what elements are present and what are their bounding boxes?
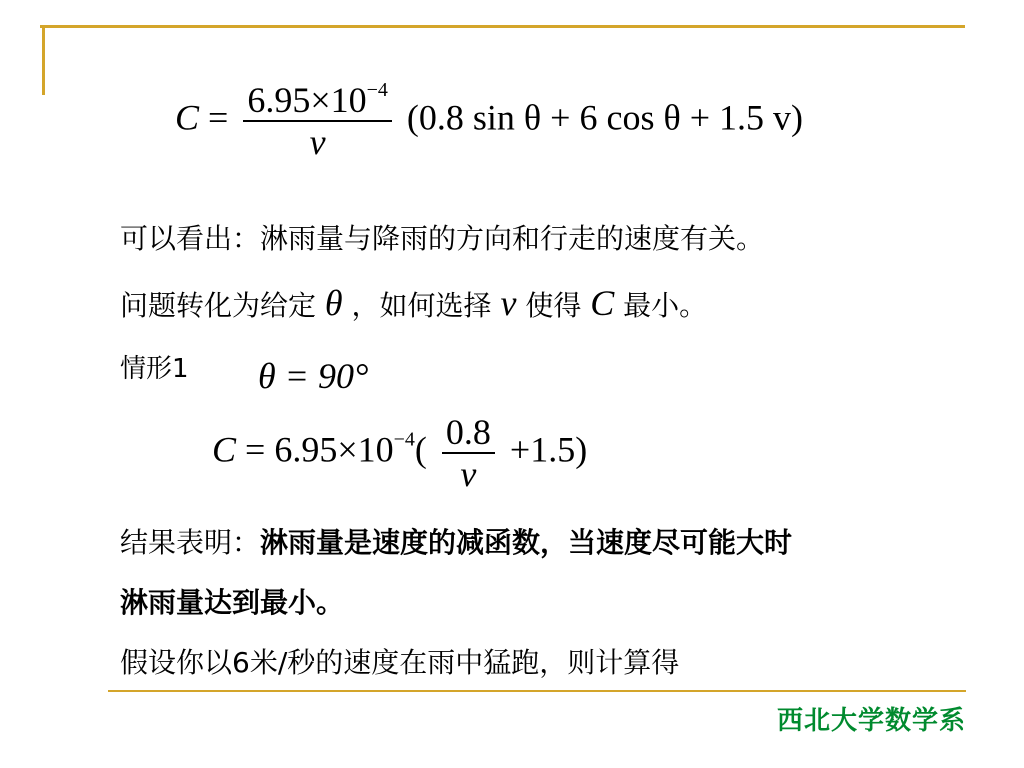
result-line2: 淋雨量达到最小。 [120, 586, 345, 619]
formula2-numerator: 0.8 [445, 412, 491, 452]
theta-symbol: θ [324, 283, 343, 323]
paragraph-problem [120, 282, 707, 325]
formula2-fraction [442, 412, 495, 494]
assumption-text: 假设你以6米/秒的速度在雨中猛跑，则计算得 [120, 646, 680, 679]
left-rule [42, 25, 45, 95]
formula2-exp: −4 [393, 428, 415, 451]
problem-text-d: 最小。 [623, 289, 708, 322]
footer-department: 西北大学数学系 [776, 706, 966, 736]
formula2-eq: = [245, 429, 266, 470]
formula1-lhs: C [175, 97, 200, 138]
formula1-numerator [243, 80, 392, 120]
formula1-num-exp: −4 [366, 79, 388, 101]
case1-equation: θ = 90° [258, 356, 369, 396]
formula-case1 [212, 412, 587, 494]
case1-label: 情形1 [120, 354, 189, 384]
formula2-lhs: C [212, 429, 237, 470]
formula1-fraction [243, 80, 392, 162]
result-prefix: 结果表明： [120, 526, 261, 559]
problem-text-b: ，如何选择 [351, 289, 492, 322]
problem-text-a: 问题转化为给定 [120, 289, 317, 322]
top-rule [40, 25, 965, 28]
formula2-coef: 6.95×10 [274, 429, 394, 470]
formula2-open: ( [414, 429, 427, 470]
paragraph-relation: 可以看出：淋雨量与降雨的方向和行走的速度有关。 [120, 222, 765, 255]
problem-text-c: 使得 [525, 289, 582, 322]
result-bold-line1: 淋雨量是速度的减函数，当速度尽可能大时 [260, 526, 793, 559]
formula2-denominator: v [460, 454, 477, 494]
formula1-num-mantissa: 6.95×10 [247, 80, 367, 120]
c-symbol: C [590, 283, 615, 323]
result-line1 [120, 526, 792, 560]
formula1-denominator: v [309, 122, 326, 162]
formula1-eq: = [208, 97, 229, 138]
formula1-paren: (0.8 sin θ + 6 cos θ + 1.5 v) [406, 97, 803, 138]
formula-rain-amount [175, 80, 803, 162]
formula2-tail: +1.5) [509, 429, 588, 470]
bottom-rule [108, 690, 966, 692]
v-symbol: v [500, 283, 517, 323]
